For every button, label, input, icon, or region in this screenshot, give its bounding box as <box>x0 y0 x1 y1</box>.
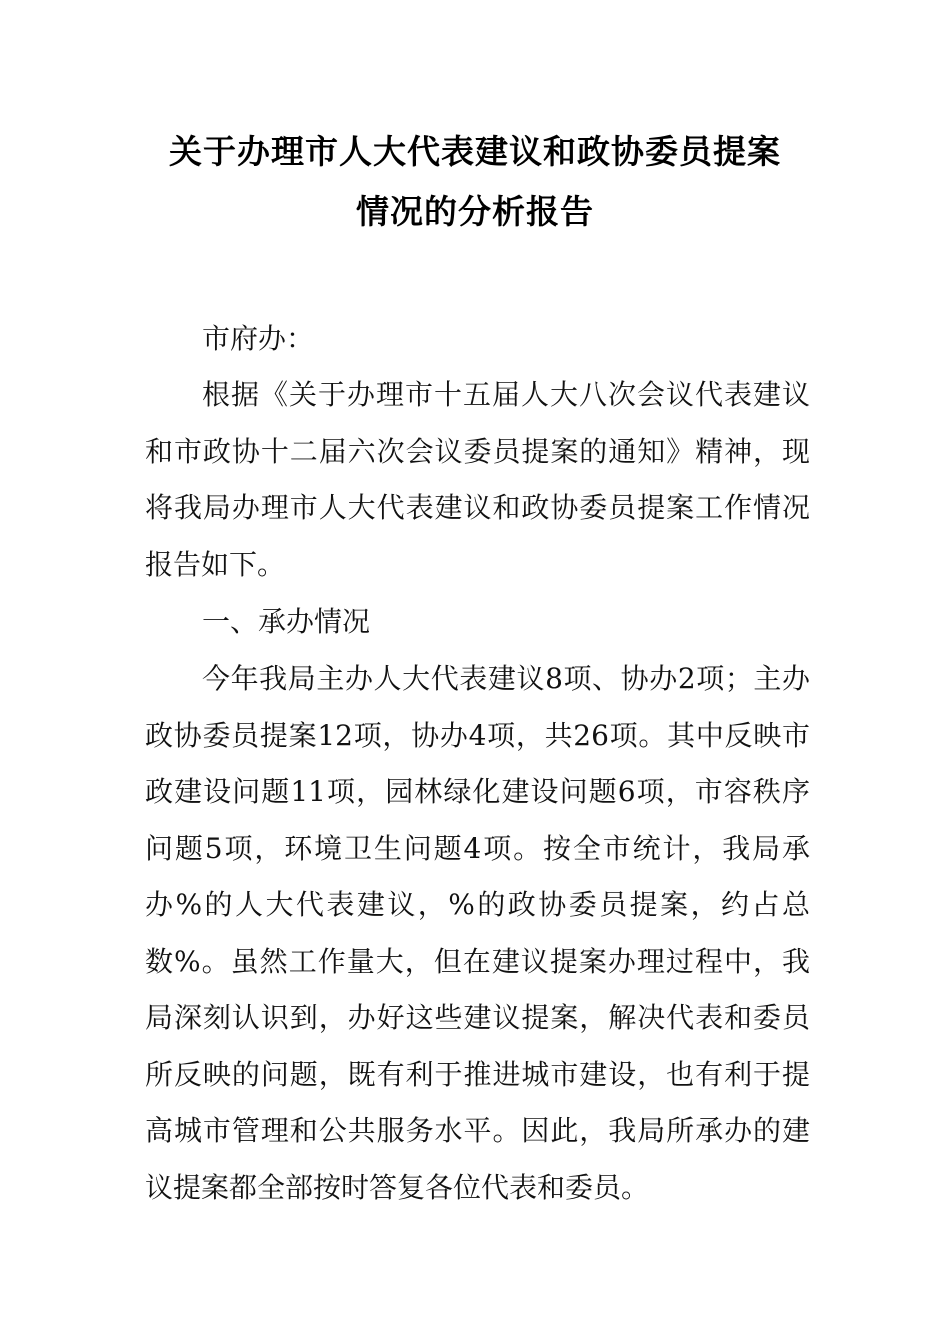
document-title-line-2: 情况的分析报告 <box>356 192 594 231</box>
document-title-line-1: 关于办理市人大代表建议和政协委员提案 <box>169 132 781 171</box>
section-heading-1: 一、承办情况 <box>202 605 371 638</box>
paragraph-undertaking: 今年我局主办人大代表建议8项、协办2项；主办政协委员提案12项，协办4项，共26项。其中反映市政建设问题11项，园林绿化建设问题6项，市容秩序问题5项，环境卫生问题4项。按全市统计，我局承办%的人大代表建议，%的政协委员提案，约占总数%。虽然工作量大，但在建议提案办理过程中，我局深刻认识到，办好这些建议提案，解决代表和委员所反映的问题，既有利于推进城市建设，也有利于提高城市管理和公共服务水平。因此，我局所承办的建议提案都全部按时答复各位代表和委员。 <box>145 662 810 1204</box>
paragraph-intro: 根据《关于办理市十五届人大八次会议代表建议和市政协十二届六次会议委员提案的通知》精神，现将我局办理市人大代表建议和政协委员提案工作情况报告如下。 <box>145 378 810 581</box>
salutation: 市府办： <box>202 322 315 355</box>
